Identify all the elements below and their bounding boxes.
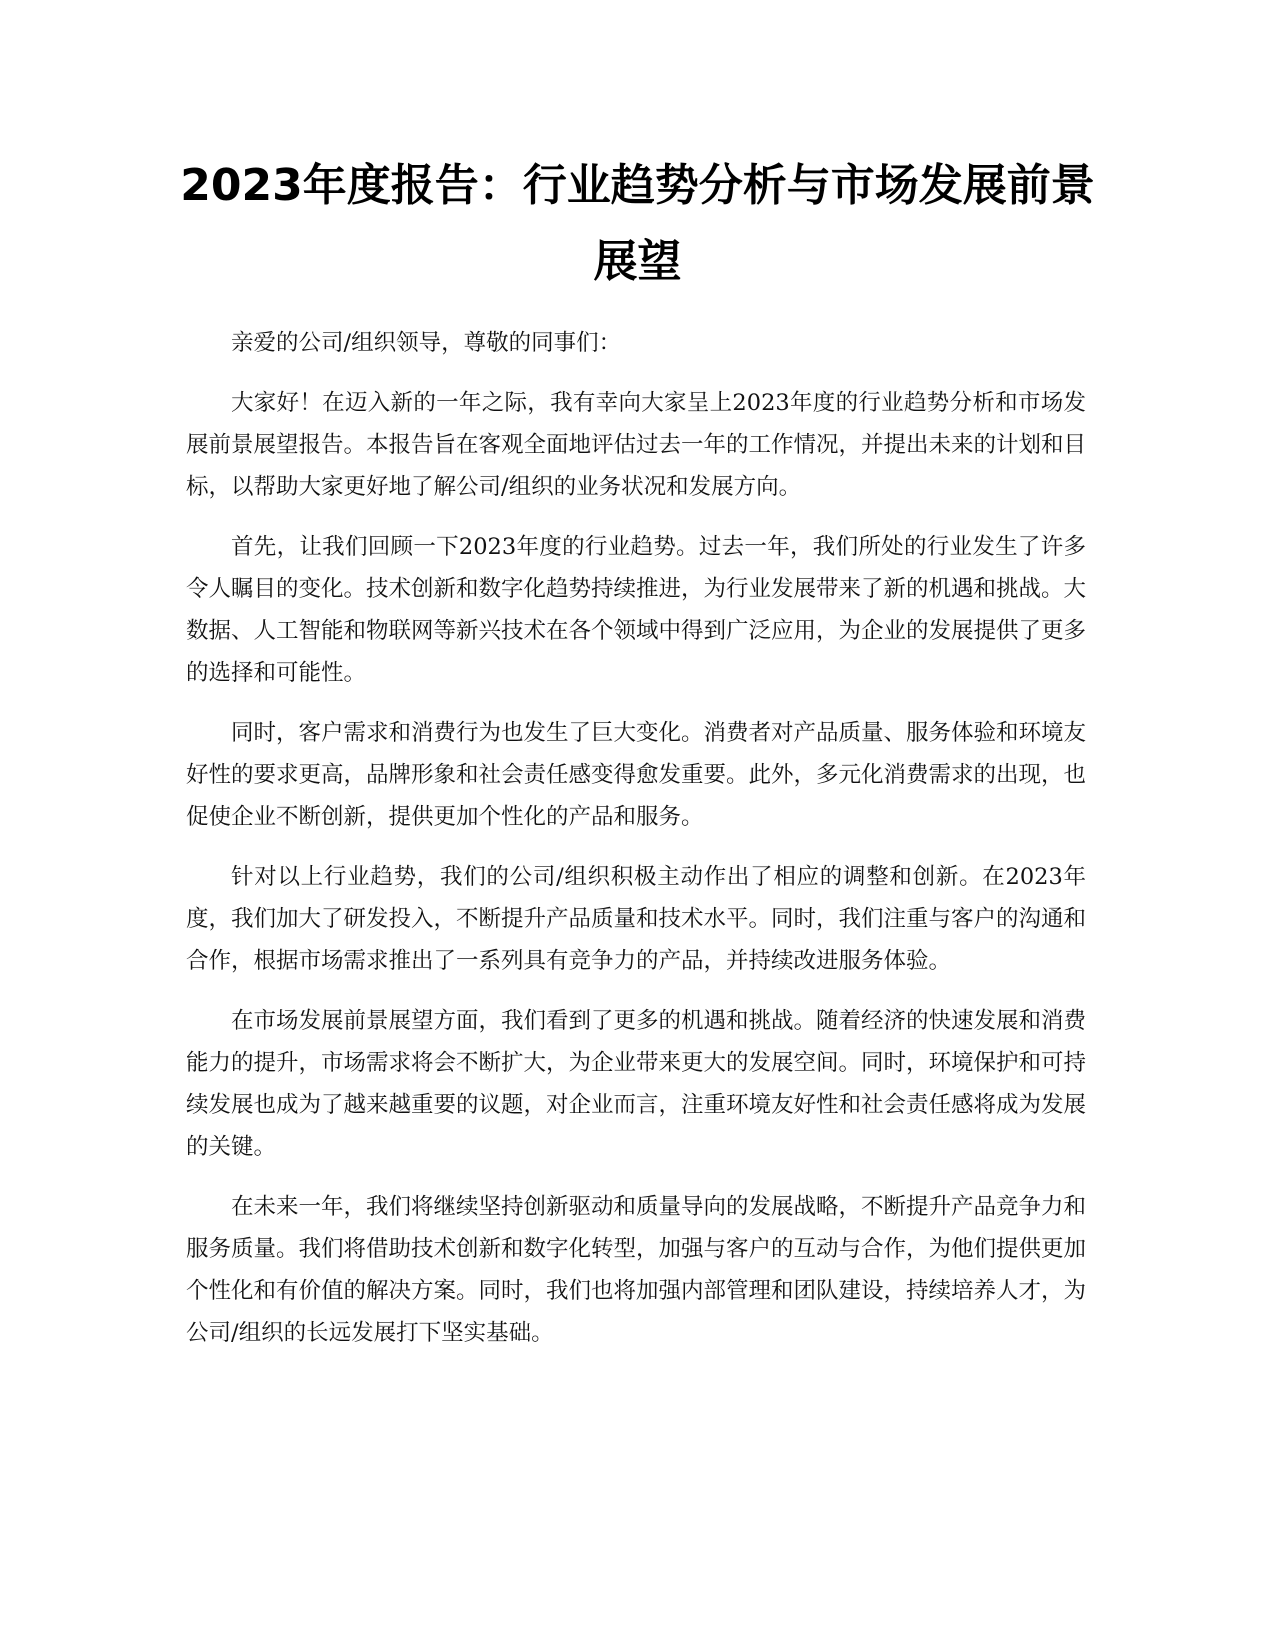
paragraph: 针对以上行业趋势，我们的公司/组织积极主动作出了相应的调整和创新。在2023年度，我们加大了研发投入，不断提升产品质量和技术水平。同时，我们注重与客户的沟通和合作，根据市场需求推出了一系列具有竞争力的产品，并持续改进服务体验。 bbox=[186, 864, 1087, 974]
paragraph: 首先，让我们回顾一下2023年度的行业趋势。过去一年，我们所处的行业发生了许多令人瞩目的变化。技术创新和数字化趋势持续推进，为行业发展带来了新的机遇和挑战。大数据、人工智能和物联网等新兴技术在各个领域中得到广泛应用，为企业的发展提供了更多的选择和可能性。 bbox=[186, 534, 1087, 686]
paragraph: 同时，客户需求和消费行为也发生了巨大变化。消费者对产品质量、服务体验和环境友好性的要求更高，品牌形象和社会责任感变得愈发重要。此外，多元化消费需求的出现，也促使企业不断创新，提供更加个性化的产品和服务。 bbox=[186, 720, 1087, 830]
document-title: 2023年度报告：行业趋势分析与市场发展前景展望 bbox=[180, 160, 1095, 287]
paragraph: 在市场发展前景展望方面，我们看到了更多的机遇和挑战。随着经济的快速发展和消费能力的提升，市场需求将会不断扩大，为企业带来更大的发展空间。同时，环境保护和可持续发展也成为了越来越重要的议题，对企业而言，注重环境友好性和社会责任感将成为发展的关键。 bbox=[186, 1008, 1087, 1160]
salutation: 亲爱的公司/组织领导，尊敬的同事们： bbox=[231, 330, 622, 356]
paragraph: 大家好！在迈入新的一年之际，我有幸向大家呈上2023年度的行业趋势分析和市场发展前景展望报告。本报告旨在客观全面地评估过去一年的工作情况，并提出未来的计划和目标，以帮助大家更好地了解公司/组织的业务状况和发展方向。 bbox=[186, 390, 1087, 500]
paragraph: 在未来一年，我们将继续坚持创新驱动和质量导向的发展战略，不断提升产品竞争力和服务质量。我们将借助技术创新和数字化转型，加强与客户的互动与合作，为他们提供更加个性化和有价值的解决方案。同时，我们也将加强内部管理和团队建设，持续培养人才，为公司/组织的长远发展打下坚实基础。 bbox=[186, 1194, 1087, 1346]
document-body bbox=[186, 322, 1086, 1372]
